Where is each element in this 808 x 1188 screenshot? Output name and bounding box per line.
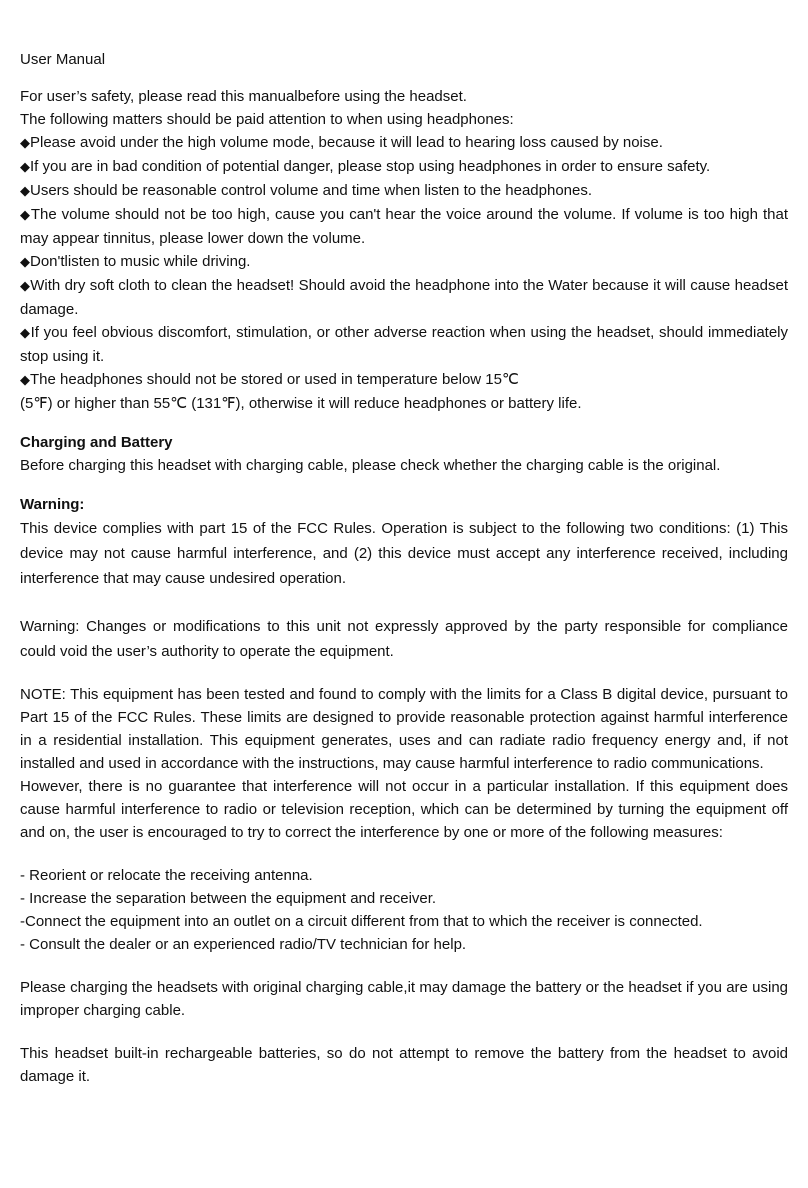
changes-warning-text: Warning: Changes or modifications to this unit not expressly approved by the party responsible for compliance could void the user’s authority to operate the equipment.	[20, 618, 788, 660]
diamond-bullet-icon: ◆	[20, 160, 30, 175]
diamond-bullet-icon: ◆	[20, 255, 30, 270]
diamond-bullet-icon: ◆	[20, 279, 31, 294]
temperature-continuation: (5℉) or higher than 55℃ (131℉), otherwise it will reduce headphones or battery life.	[20, 395, 582, 412]
safety-bullet: ◆The volume should not be too high, cause you can't hear the voice around the volume. If volume is too high that may appear tinnitus, please lower down the volume.	[20, 206, 788, 247]
note-paragraph: NOTE: This equipment has been tested and found to comply with the limits for a Class B digital device, pursuant to Part 15 of the FCC Rules. These limits are designed to provide reasonable protection against harmful interference in a residential installation. This equipment generates, uses and can radiate radio frequency energy and, if not installed and used in accordance with the instructions, may cause harmful interference to radio communications.	[20, 686, 788, 772]
safety-bullet: ◆If you are in bad condition of potential danger, please stop using headphones in order to ensure safety.	[20, 158, 711, 175]
interference-paragraph: However, there is no guarantee that interference will not occur in a particular installation. If this equipment does cause harmful interference to radio or television reception, which can be determined by turning the equipment off and on, the user is encouraged to try to correct the interference by one or more of the following measures:	[20, 778, 788, 841]
measure-item: -Connect the equipment into an outlet on a circuit different from that to which the receiver is connected.	[20, 913, 703, 930]
safety-bullet: ◆The headphones should not be stored or used in temperature below 15℃	[20, 371, 519, 388]
safety-lead: The following matters should be paid attention to when using headphones:	[20, 111, 514, 128]
measure-item: - Reorient or relocate the receiving antenna.	[20, 867, 313, 884]
safety-bullet: ◆With dry soft cloth to clean the headset! Should avoid the headphone into the Water because it will cause headset damage.	[20, 277, 788, 318]
charging-text: Before charging this headset with charging cable, please check whether the charging cable is the original.	[20, 457, 721, 474]
diamond-bullet-icon: ◆	[20, 184, 30, 199]
safety-bullet: ◆If you feel obvious discomfort, stimulation, or other adverse reaction when using the headset, should immediately stop using it.	[20, 324, 788, 365]
battery-note: This headset built-in rechargeable batteries, so do not attempt to remove the battery from the headset to avoid damage it.	[20, 1045, 788, 1085]
diamond-bullet-icon: ◆	[20, 136, 30, 151]
manual-page	[20, 48, 788, 1088]
diamond-bullet-icon: ◆	[20, 208, 31, 223]
charging-heading: Charging and Battery	[20, 434, 173, 451]
diamond-bullet-icon: ◆	[20, 326, 31, 341]
safety-bullet: ◆Please avoid under the high volume mode, because it will lead to hearing loss caused by noise.	[20, 134, 663, 151]
measure-item: - Increase the separation between the equipment and receiver.	[20, 890, 437, 907]
diamond-bullet-icon: ◆	[20, 373, 30, 388]
measure-item: - Consult the dealer or an experienced radio/TV technician for help.	[20, 936, 467, 953]
safety-intro: For user’s safety, please read this manualbefore using the headset.	[20, 88, 467, 105]
warning-heading: Warning:	[20, 496, 85, 513]
charging-cable-note: Please charging the headsets with original charging cable,it may damage the battery or the headset if you are using improper charging cable.	[20, 979, 788, 1019]
fcc-compliance-text: This device complies with part 15 of the FCC Rules. Operation is subject to the following two conditions: (1) This device may not cause harmful interference, and (2) this device must accept any interference received, including interference that may cause undesired operation.	[20, 520, 788, 587]
safety-bullet: ◆Users should be reasonable control volume and time when listen to the headphones.	[20, 182, 593, 199]
document-title: User Manual	[20, 51, 106, 68]
safety-bullet: ◆Don'tlisten to music while driving.	[20, 253, 251, 270]
